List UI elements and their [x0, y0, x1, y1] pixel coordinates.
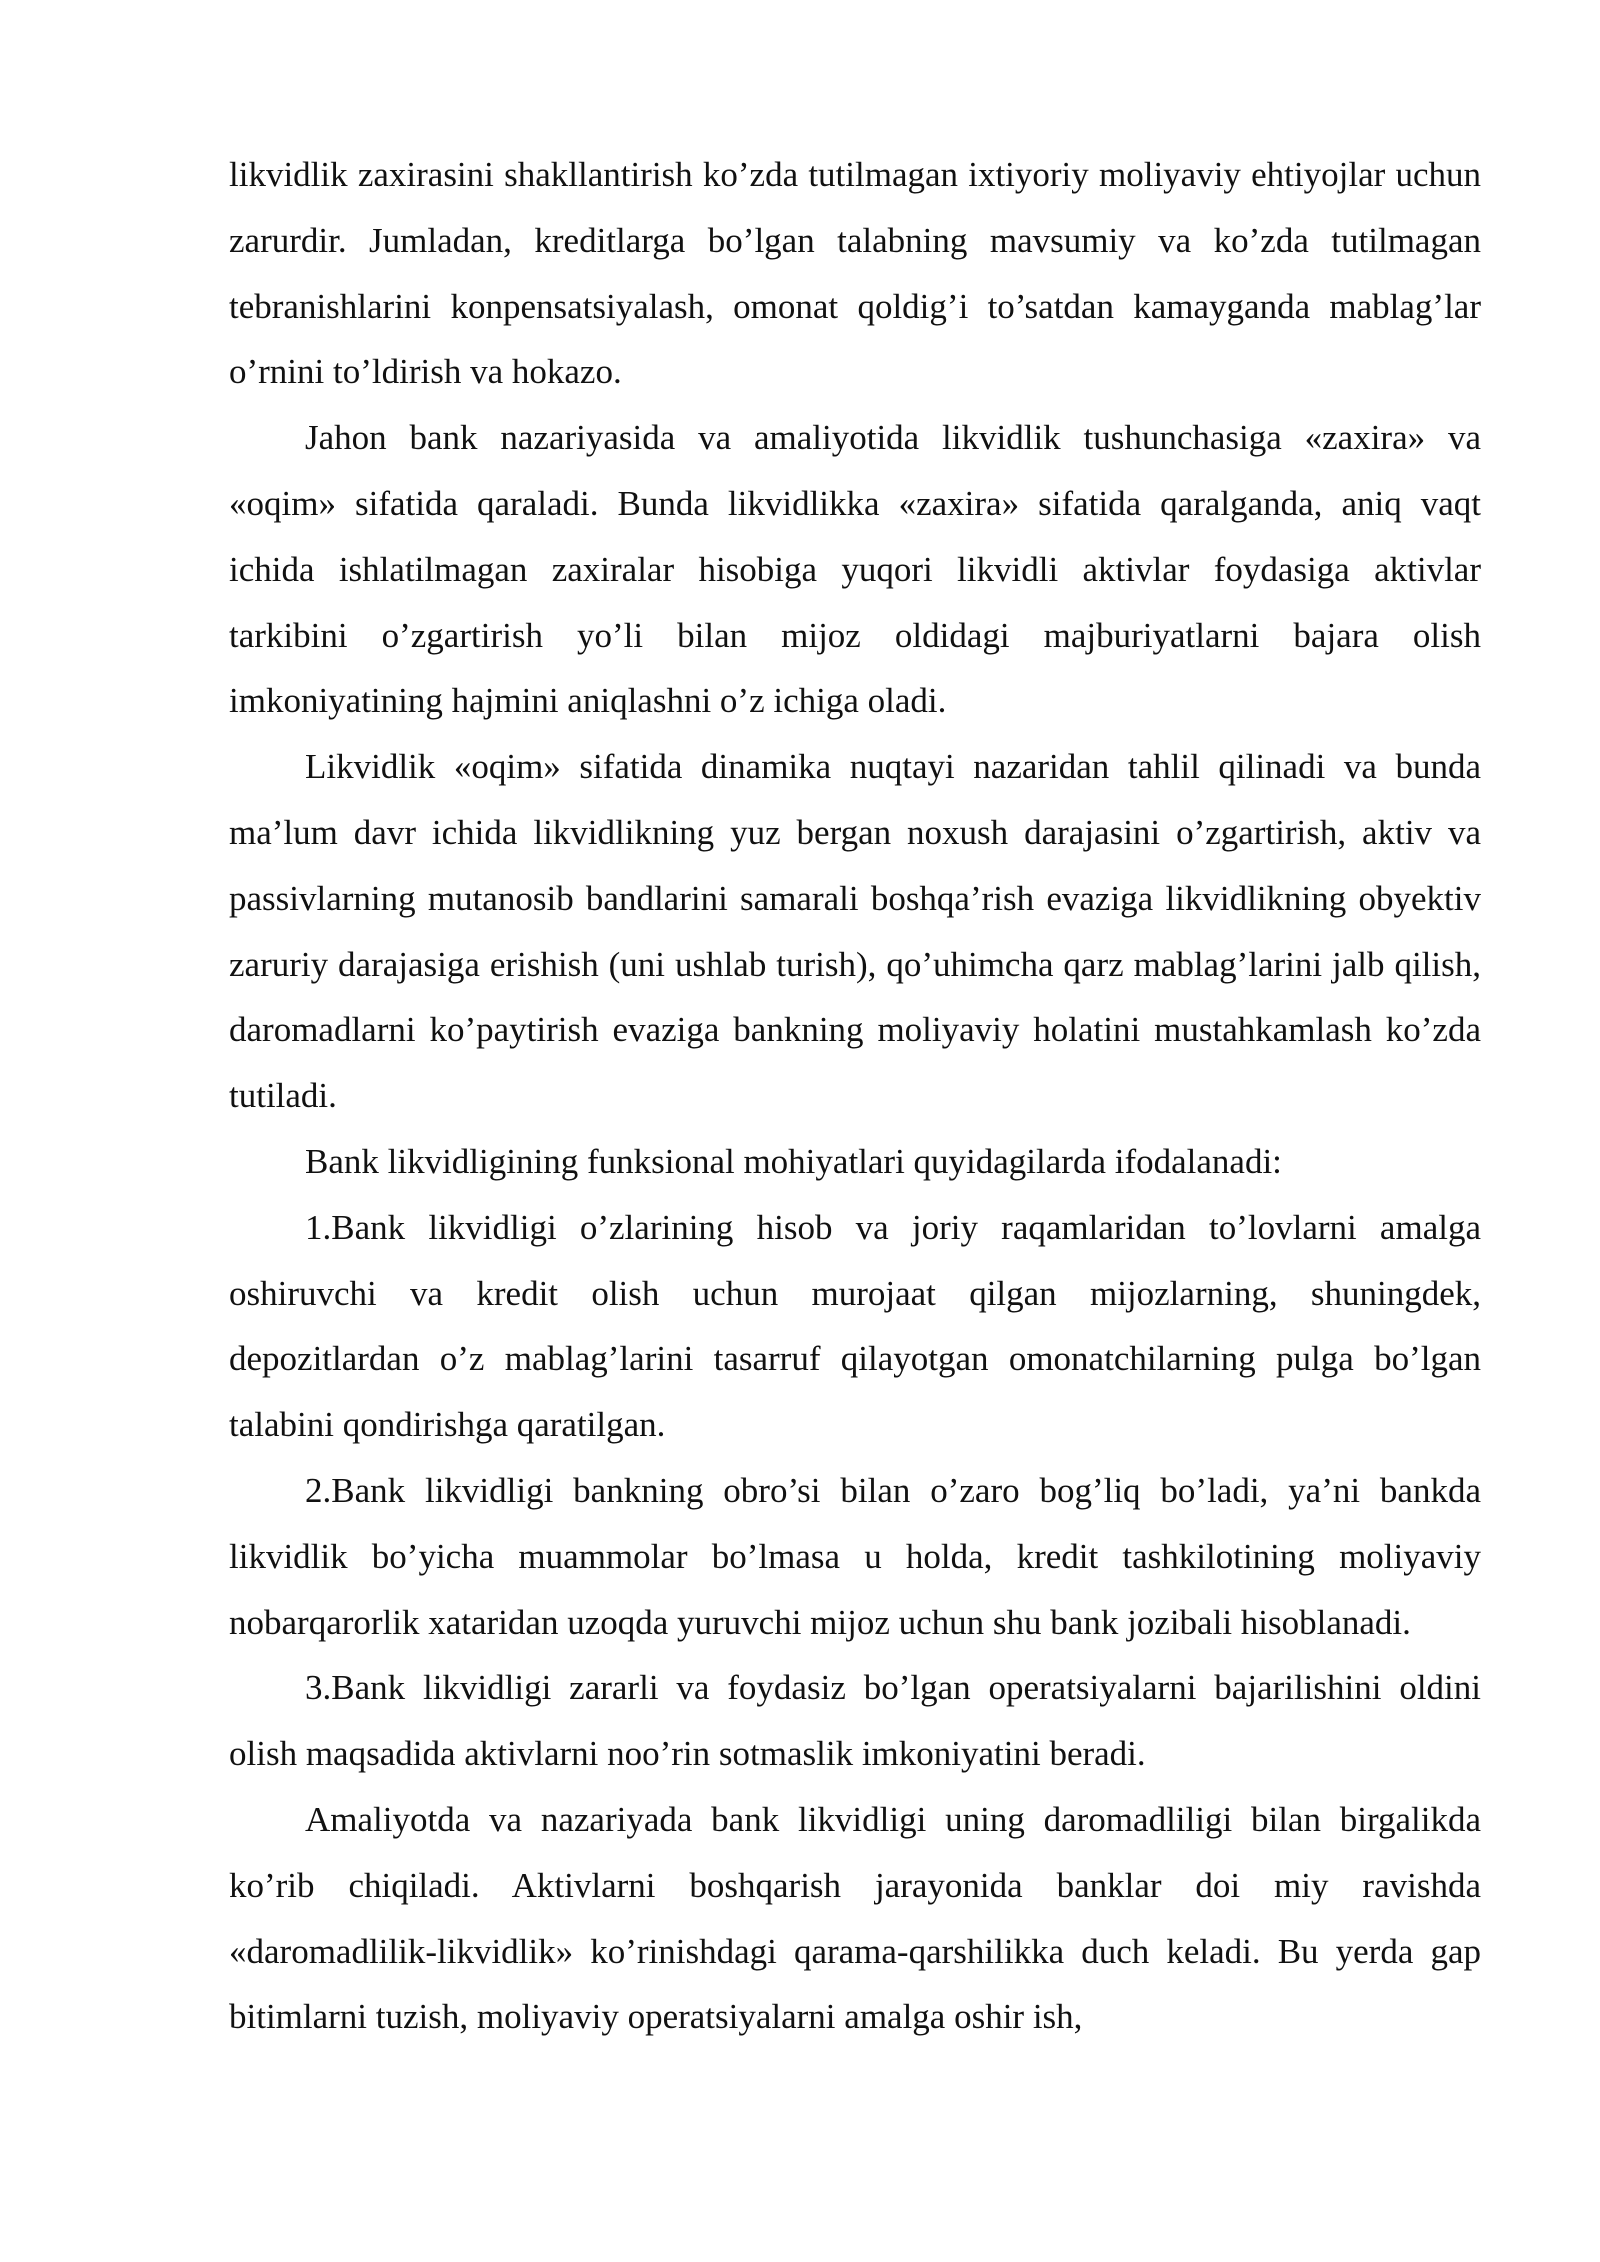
paragraph: Bank likvidligining funksional mohiyatlari quyidagilarda ifodalanadi: — [305, 1141, 1282, 1181]
paragraph: Jahon bank nazariyasida va amaliyotida likvidlik tushunchasiga «zaxira» va «oqim» sifatida qaraladi. Bunda likvidlikka «zaxira» sifatida qaralganda, aniq vaqt ichida ishlatilmagan zaxiralar hisobiga yuqori likvidli aktivlar foydasiga aktivlar tarkibini o’zgartirish yo’li bilan mijoz oldidagi majburiyatlarni bajara olish imkoniyatining hajmini aniqlashni o’z ichiga oladi. — [229, 418, 1481, 721]
list-item-paragraph: 2.Bank likvidligi bankning obro’si bilan o’zaro bog’liq bo’ladi, ya’ni bankda likvidlik bo’yicha muammolar bo’lmasa u holda, kredit tashkilotining moliyaviy nobarqarorlik xataridan uzoqda yuruvchi mijoz uchun shu bank jozibali hisoblanadi. — [229, 1470, 1481, 1642]
paragraph: Likvidlik «oqim» sifatida dinamika nuqtayi nazaridan tahlil qilinadi va bunda ma’lum davr ichida likvidlikning yuz bergan noxush darajasini o’zgartirish, aktiv va passivlarning mutanosib bandlarini samarali boshqa’rish evaziga likvidlikning obyektiv zaruriy darajasiga erishish (uni ushlab turish), qo’uhimcha qarz mablag’larini jalb qilish, daromadlarni ko’paytirish evaziga bankning moliyaviy holatini mustahkamlash ko’zda tutiladi. — [229, 747, 1481, 1116]
body-text — [229, 142, 1481, 2050]
list-item-paragraph: 1.Bank likvidligi o’zlarining hisob va joriy raqamlaridan to’lovlarni amalga oshiruvchi va kredit olish uchun murojaat qilgan mijozlarning, shuningdek, depozitlardan o’z mablag’larini tasarruf qilayotgan omonatchilarning pulga bo’lgan talabini qondirishga qaratilgan. — [229, 1207, 1481, 1445]
paragraph: likvidlik zaxirasini shakllantirish ko’zda tutilmagan ixtiyoriy moliyaviy ehtiyojlar uchun zarurdir. Jumladan, kreditlarga bo’lgan talabning mavsumiy va ko’zda tutilmagan tebranishlarini konpensatsiyalash, omonat qoldig’i to’satdan kamayganda mablag’lar o’rnini to’ldirish va hokazo. — [229, 155, 1481, 392]
paragraph: Amaliyotda va nazariyada bank likvidligi uning daromadliligi bilan birgalikda ko’rib chiqiladi. Aktivlarni boshqarish jarayonida banklar doi miy ravishda «daromadlilik-likvidlik» ko’rinishdagi qarama-qarshilikka duch keladi. Bu yerda gap bitimlarni tuzish, moliyaviy operatsiyalarni amalga oshir ish, — [229, 1799, 1481, 2037]
list-item-paragraph: 3.Bank likvidligi zararli va foydasiz bo’lgan operatsiyalarni bajarilishini oldini olish maqsadida aktivlarni noo’rin sotmaslik imkoniyatini beradi. — [229, 1668, 1481, 1774]
